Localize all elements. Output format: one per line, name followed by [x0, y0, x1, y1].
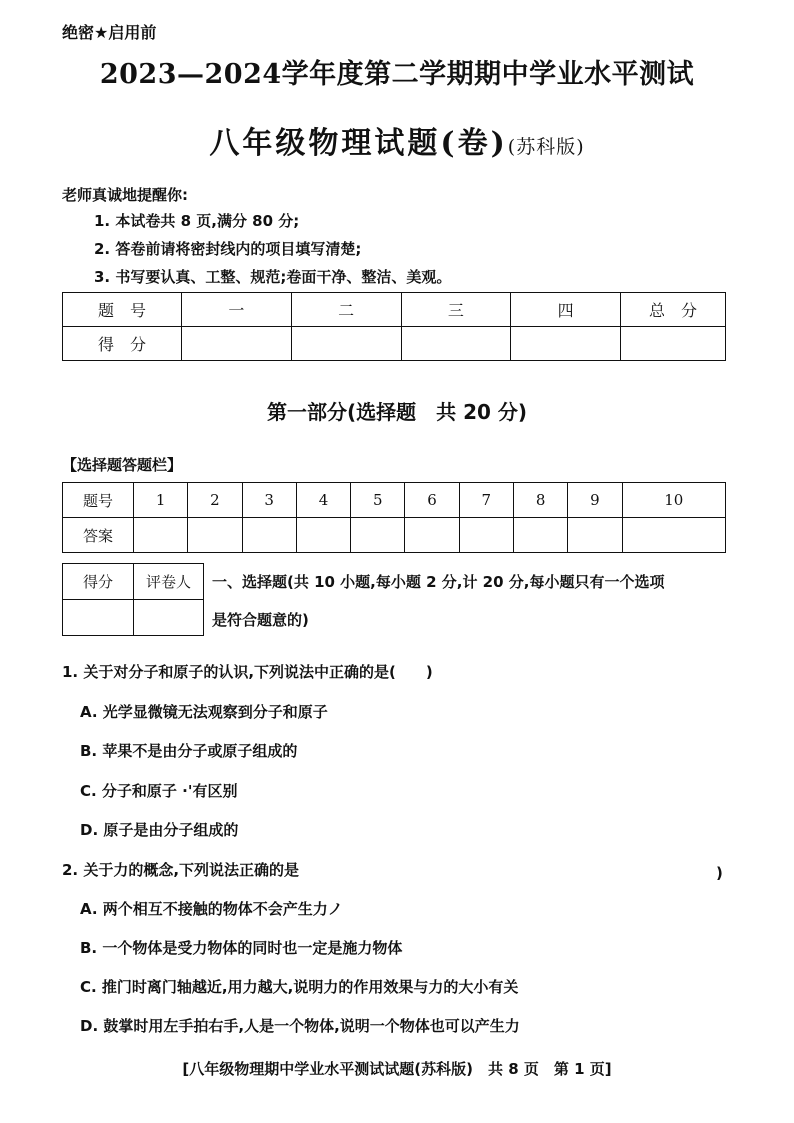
- answer-cell[interactable]: [134, 518, 188, 553]
- exam-title: 2023—2024学年度第二学期期中学业水平测试: [99, 59, 695, 90]
- answer-cell[interactable]: [296, 518, 350, 553]
- score-cell[interactable]: [182, 327, 292, 361]
- grader-score-label: 得分: [63, 564, 134, 600]
- reminder-item: 2. 答卷前请将密封线内的项目填写清楚;: [94, 240, 362, 258]
- question-number-cell: 7: [459, 483, 513, 518]
- score-table-score-row: [63, 327, 726, 361]
- edition-label: (苏科版): [507, 136, 585, 158]
- score-header-cell: 总 分: [621, 293, 726, 327]
- question-number-cell: 10: [622, 483, 725, 518]
- question-number-cell: 9: [568, 483, 622, 518]
- answer-row-label: 答案: [63, 518, 134, 553]
- question-option: C. 分子和原子 ·'有区别: [80, 782, 238, 800]
- answer-cell[interactable]: [188, 518, 242, 553]
- answer-table: [62, 482, 726, 553]
- question-number-cell: 8: [513, 483, 567, 518]
- question-option: B. 苹果不是由分子或原子组成的: [80, 742, 298, 760]
- reminder-item: 3. 书写要认真、工整、规范;卷面干净、整洁、美观。: [94, 268, 452, 286]
- reminder-heading: 老师真诚地提醒你:: [62, 186, 188, 204]
- confidential-label: 绝密★启用前: [62, 23, 157, 42]
- grader-score-cell[interactable]: [63, 600, 134, 636]
- score-cell[interactable]: [401, 327, 511, 361]
- question-number-cell: 2: [188, 483, 242, 518]
- grader-name-label: 评卷人: [134, 564, 204, 600]
- answer-fill-row: [63, 518, 726, 553]
- score-header-cell: 题 号: [63, 293, 182, 327]
- answer-number-row: [63, 483, 726, 518]
- answer-cell[interactable]: [459, 518, 513, 553]
- question-option: A. 两个相互不接触的物体不会产生力ノ: [80, 900, 343, 918]
- question-option: B. 一个物体是受力物体的同时也一定是施力物体: [80, 939, 403, 957]
- answer-cell[interactable]: [242, 518, 296, 553]
- grader-table: [62, 563, 204, 636]
- subject-title: 八年级物理试题(卷): [209, 126, 508, 161]
- score-cell[interactable]: [621, 327, 726, 361]
- score-header-cell: 一: [182, 293, 292, 327]
- answer-sheet-label: 【选择题答题栏】: [62, 456, 183, 474]
- section-instruction: 一、选择题(共 10 小题,每小题 2 分,计 20 分,每小题只有一个选项: [212, 573, 665, 591]
- score-header-cell: 三: [401, 293, 511, 327]
- answer-cell[interactable]: [622, 518, 725, 553]
- score-cell[interactable]: [511, 327, 621, 361]
- exam-subtitle: [0, 118, 794, 162]
- part-title: 第一部分(选择题 共 20 分): [266, 400, 528, 424]
- question-number-cell: 3: [242, 483, 296, 518]
- question-option: D. 鼓掌时用左手拍右手,人是一个物体,说明一个物体也可以产生力: [80, 1017, 520, 1035]
- question-bracket-mark: ): [716, 864, 723, 882]
- grader-header-row: [63, 564, 204, 600]
- question-option: A. 光学显微镜无法观察到分子和原子: [80, 703, 328, 721]
- answer-row-label: 题号: [63, 483, 134, 518]
- page-footer: [八年级物理期中学业水平测试试题(苏科版) 共 8 页 第 1 页]: [182, 1060, 612, 1078]
- answer-cell[interactable]: [568, 518, 622, 553]
- grader-fill-row: [63, 600, 204, 636]
- question-number-cell: 6: [405, 483, 459, 518]
- question-number-cell: 1: [134, 483, 188, 518]
- question-stem: 1. 关于对分子和原子的认识,下列说法中正确的是( ): [62, 663, 433, 681]
- reminder-item: 1. 本试卷共 8 页,满分 80 分;: [94, 212, 300, 230]
- question-number-cell: 5: [351, 483, 405, 518]
- grader-name-cell[interactable]: [134, 600, 204, 636]
- question-option: C. 推门时离门轴越近,用力越大,说明力的作用效果与力的大小有关: [80, 978, 519, 996]
- score-header-cell: 二: [291, 293, 401, 327]
- score-header-cell: 四: [511, 293, 621, 327]
- question-option: D. 原子是由分子组成的: [80, 821, 239, 839]
- score-row-label: 得 分: [63, 327, 182, 361]
- answer-cell[interactable]: [513, 518, 567, 553]
- score-table-header-row: [63, 293, 726, 327]
- question-number-cell: 4: [296, 483, 350, 518]
- score-cell[interactable]: [291, 327, 401, 361]
- answer-cell[interactable]: [351, 518, 405, 553]
- score-table: [62, 292, 726, 361]
- question-stem: 2. 关于力的概念,下列说法正确的是: [62, 861, 300, 879]
- section-instruction-cont: 是符合题意的): [212, 611, 309, 629]
- answer-cell[interactable]: [405, 518, 459, 553]
